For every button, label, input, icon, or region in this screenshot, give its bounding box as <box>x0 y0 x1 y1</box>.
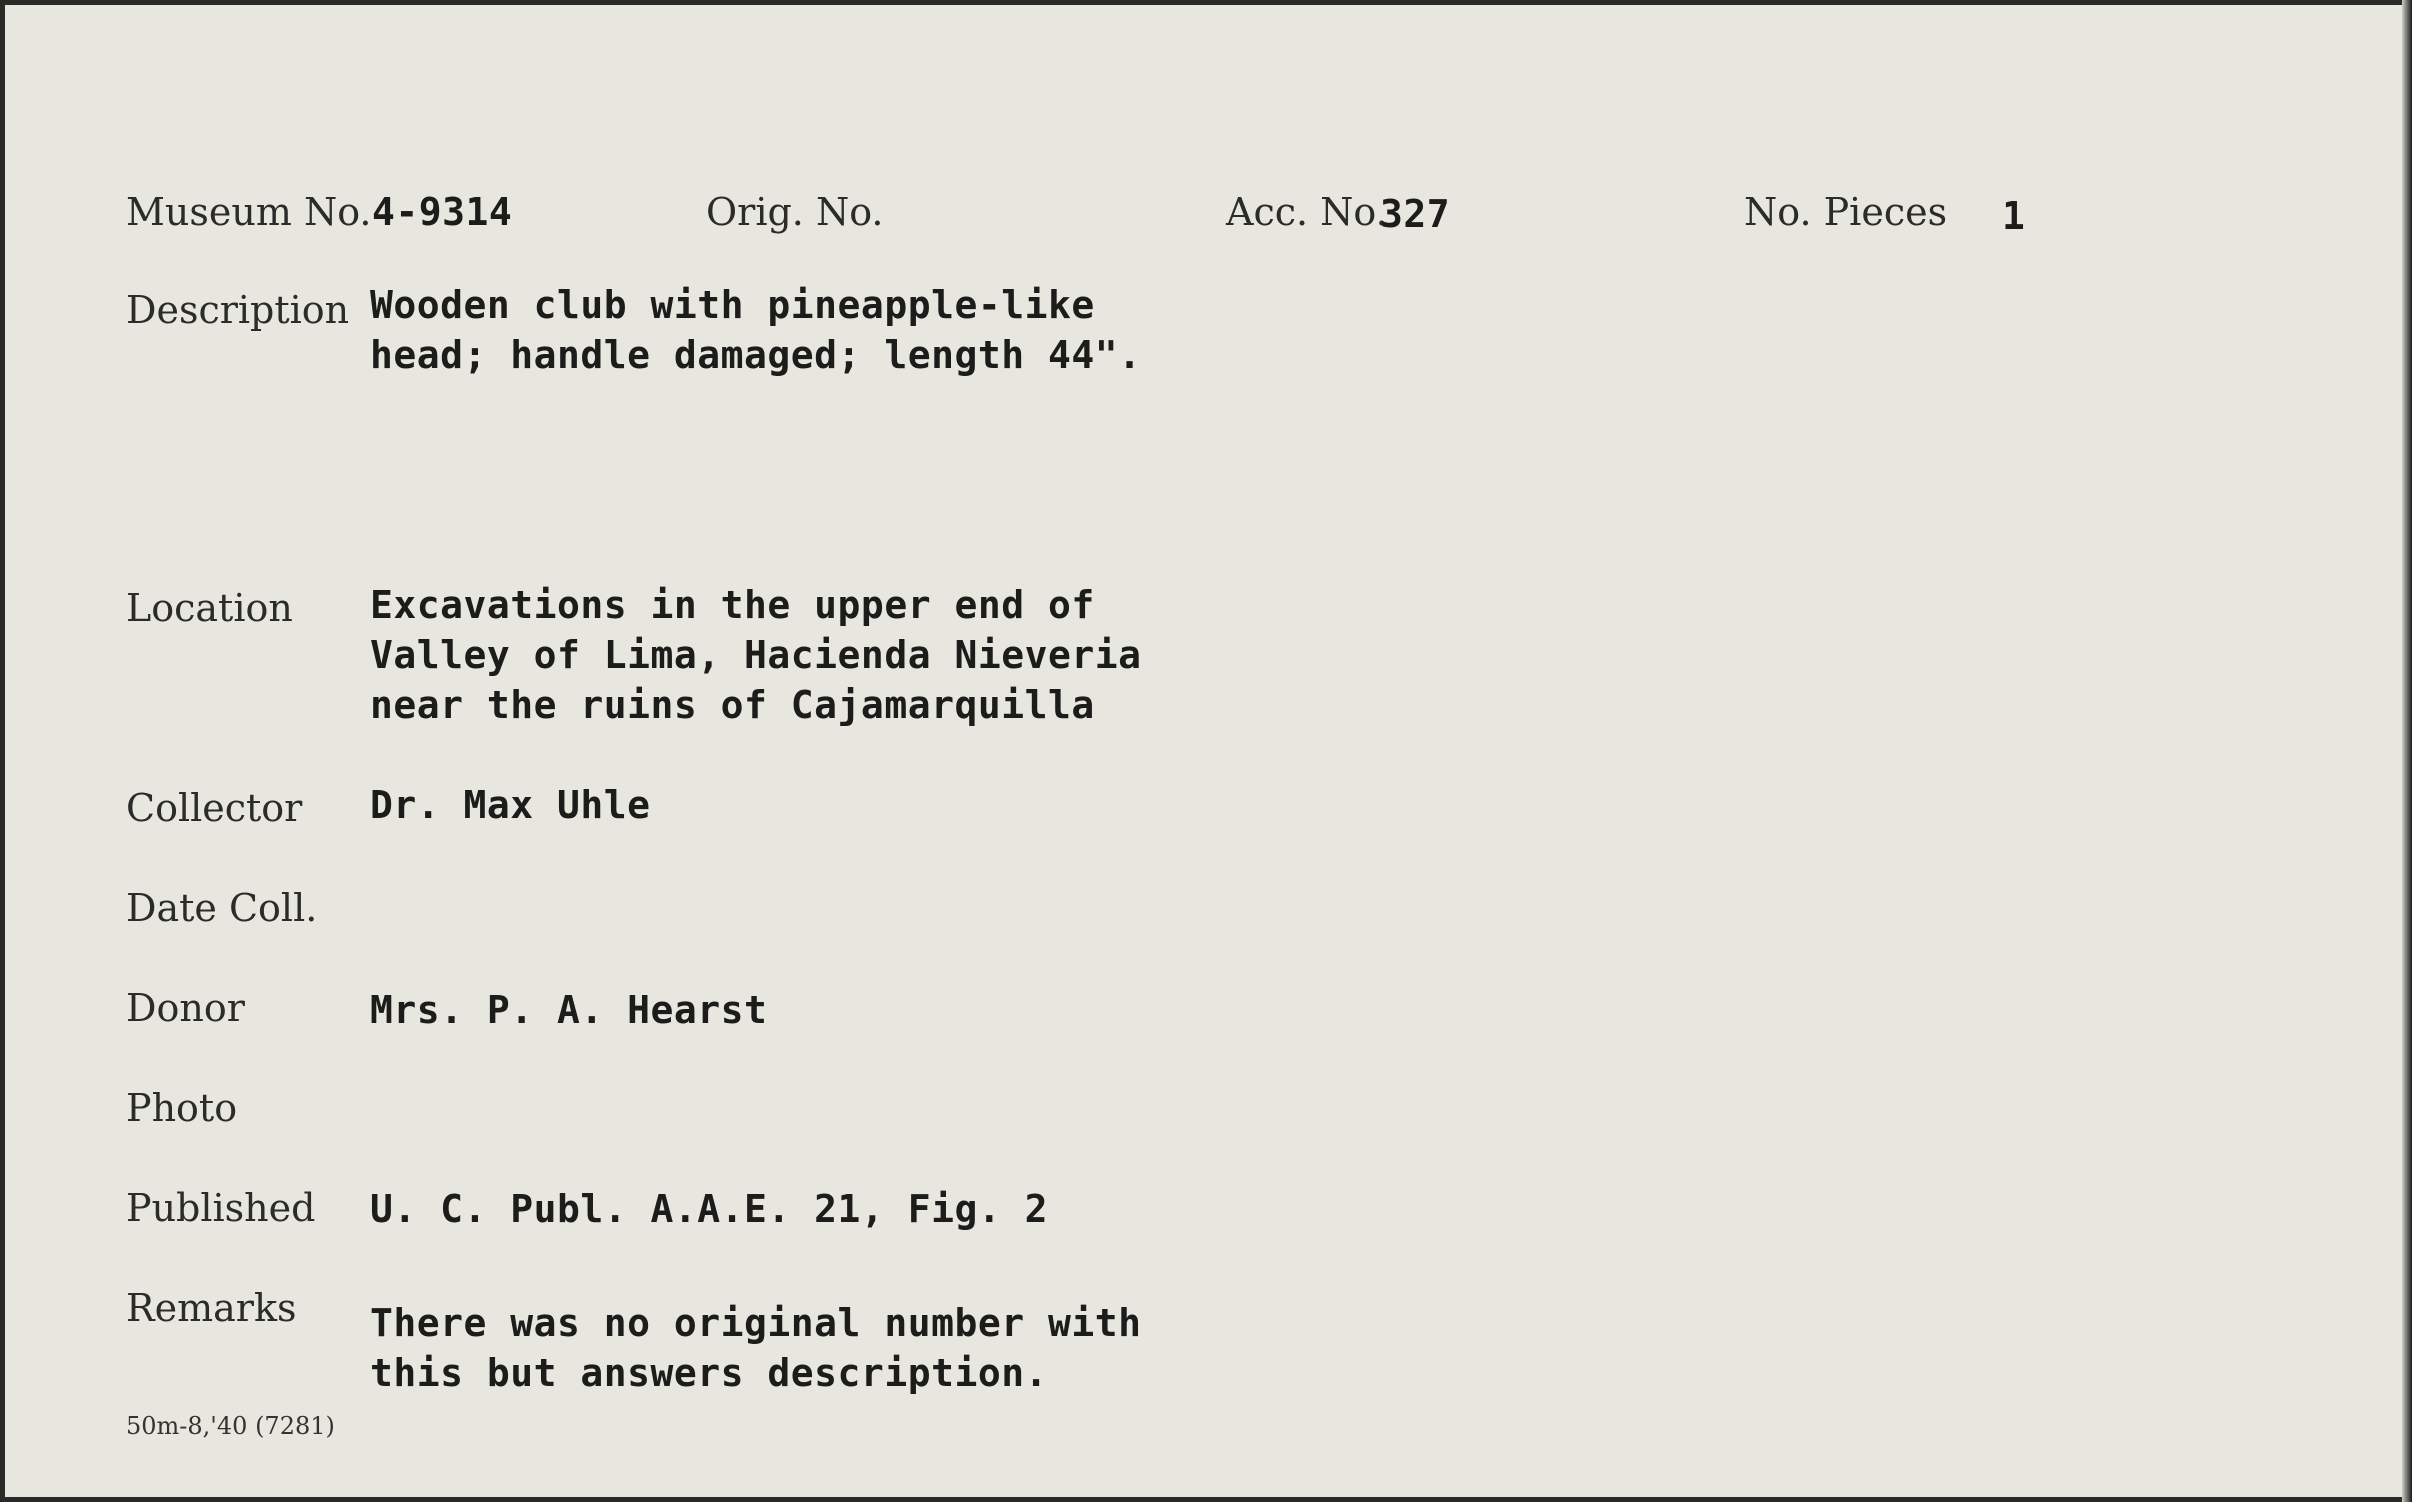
remarks-label: Remarks <box>126 1286 297 1330</box>
location-label: Location <box>126 586 293 630</box>
description-line-1: Wooden club with pineapple-like <box>370 283 1095 327</box>
no-pieces-value: 1 <box>2002 194 2026 238</box>
remarks-line-2: this but answers description. <box>370 1351 1048 1395</box>
date-coll-label: Date Coll. <box>126 886 318 930</box>
museum-no-label: Museum No. <box>126 190 372 234</box>
acc-no-label: Acc. No. <box>1226 190 1388 234</box>
collector-label: Collector <box>126 786 303 830</box>
print-code: 50m-8,'40 (7281) <box>126 1412 335 1440</box>
published-label: Published <box>126 1186 316 1230</box>
location-line-2: Valley of Lima, Hacienda Nieveria <box>370 633 1142 677</box>
no-pieces-label: No. Pieces <box>1744 190 1948 234</box>
photo-label: Photo <box>126 1086 238 1130</box>
location-line-3: near the ruins of Cajamarquilla <box>370 683 1095 727</box>
description-line-2: head; handle damaged; length 44". <box>370 333 1142 377</box>
location-line-1: Excavations in the upper end of <box>370 583 1095 627</box>
remarks-line-1: There was no original number with <box>370 1301 1142 1345</box>
description-label: Description <box>126 288 350 332</box>
acc-no-value: 327 <box>1380 192 1451 236</box>
museum-no-value: 4-9314 <box>372 190 513 234</box>
collector-value: Dr. Max Uhle <box>370 783 651 827</box>
published-value: U. C. Publ. A.A.E. 21, Fig. 2 <box>370 1187 1048 1231</box>
donor-value: Mrs. P. A. Hearst <box>370 988 768 1032</box>
orig-no-label: Orig. No. <box>706 190 884 234</box>
donor-label: Donor <box>126 986 245 1030</box>
